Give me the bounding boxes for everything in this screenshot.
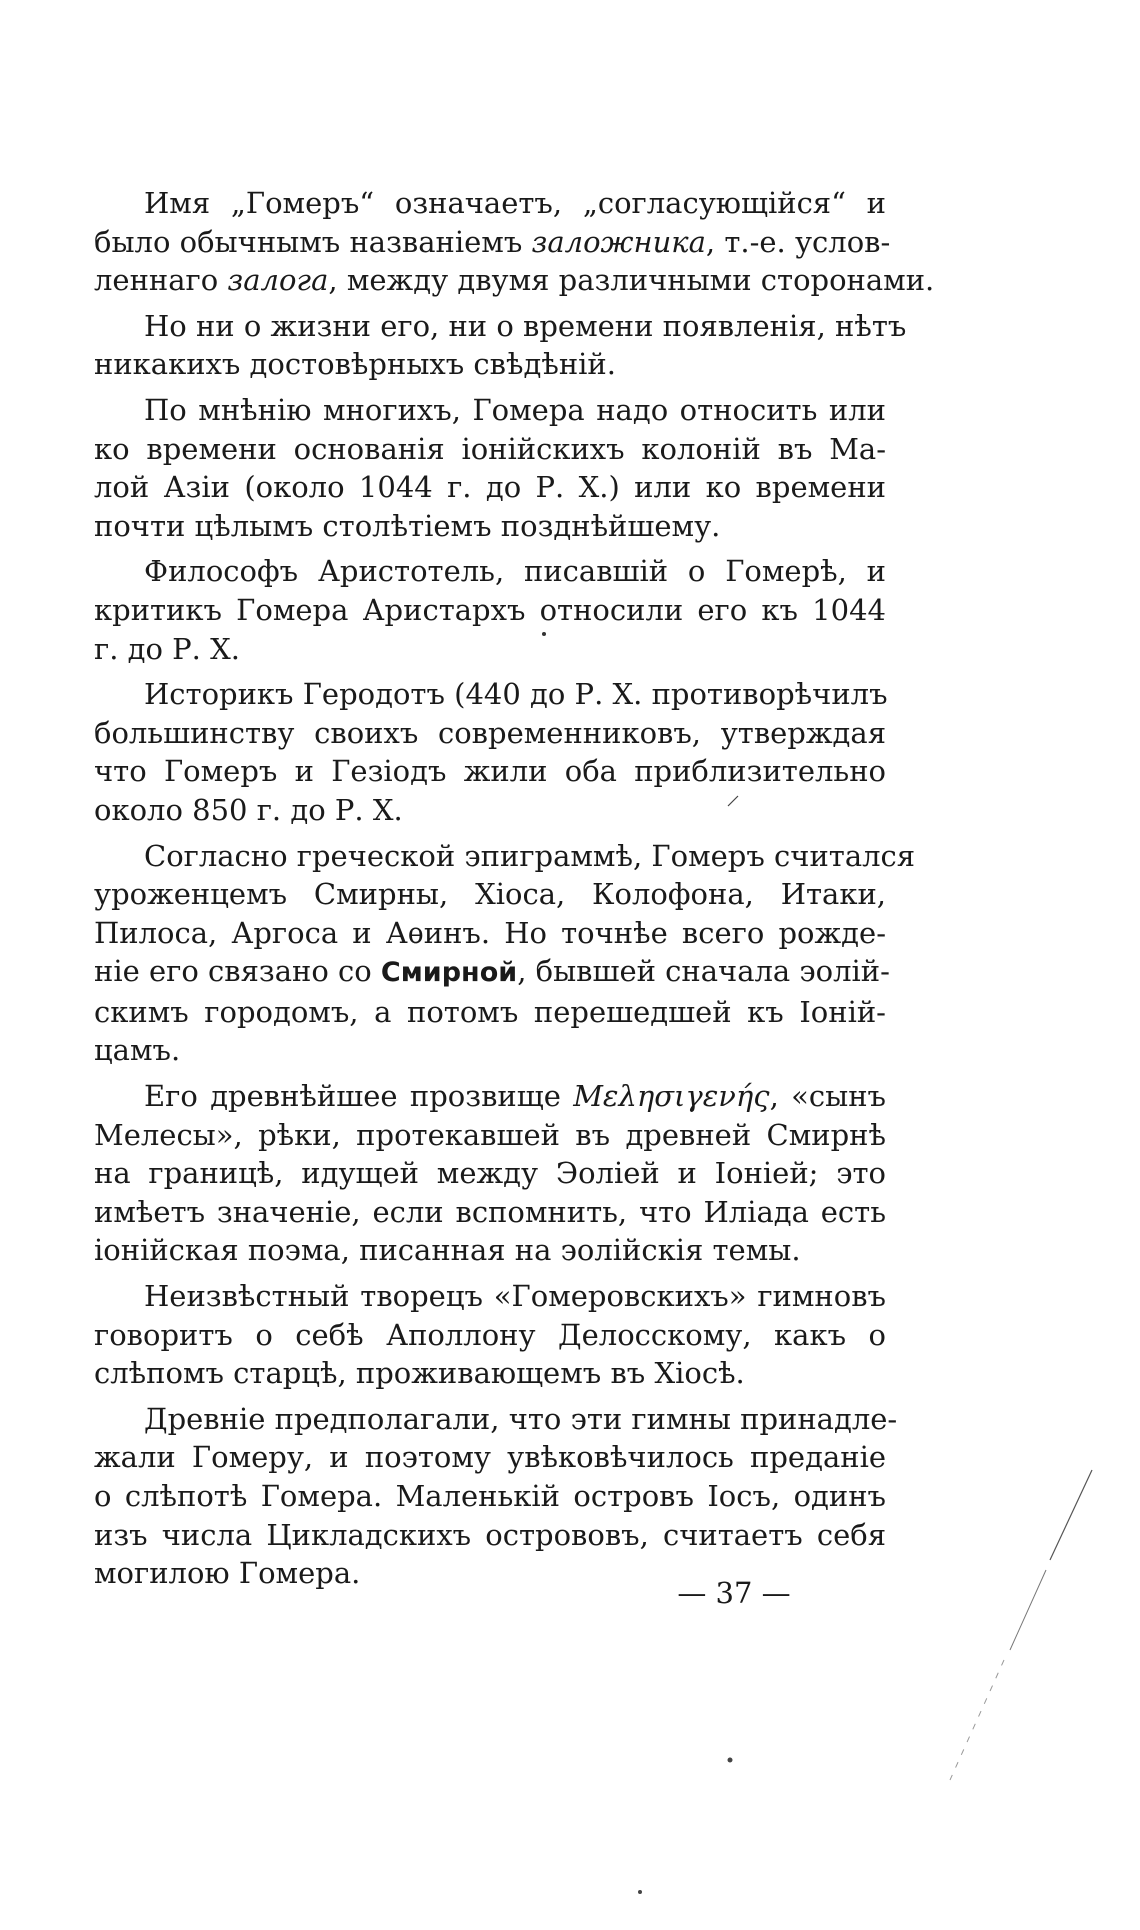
text-line: ко времени основанія іонійскихъ колоній въ Ма- xyxy=(94,431,886,466)
text-line: Неизвѣстный творецъ «Гомеровскихъ» гимновъ xyxy=(144,1279,886,1314)
scan-line xyxy=(1010,1570,1046,1650)
scan-dot xyxy=(728,1758,733,1763)
text-line: Но ни о жизни его, ни о времени появленія, нѣтъ xyxy=(144,308,907,343)
text-line: Пилоса, Аргоса и Аѳинъ. Но точнѣе всего рожде- xyxy=(94,915,886,950)
text-line: По мнѣнію многихъ, Гомера надо относить или xyxy=(144,392,886,427)
text-run: , между двумя различными сторонами. xyxy=(328,263,935,298)
text-line: слѣпомъ старцѣ, проживающемъ въ Хіосѣ. xyxy=(94,1356,745,1391)
text-line: Историкъ Геродотъ (440 до Р. X. противорѣчилъ xyxy=(144,677,888,712)
text-run: Его древнѣйшее прозвище xyxy=(144,1079,574,1114)
text-line: почти цѣлымъ столѣтіемъ позднѣйшему. xyxy=(94,508,721,543)
text-line: Имя „Гомеръ“ означаетъ, „согласующійся“ и xyxy=(144,186,886,220)
text-run: леннаго xyxy=(94,263,228,298)
text-line: лой Азіи (около 1044 г. до Р. X.) или ко времени xyxy=(94,470,886,505)
text-line: на границѣ, идущей между Эоліей и Іоніей; это xyxy=(94,1156,886,1191)
text-run: было обычнымъ названіемъ xyxy=(94,224,532,259)
text-line: Древніе предполагали, что эти гимны принадле- xyxy=(144,1401,898,1436)
scan-line xyxy=(950,1660,1004,1780)
text-run: , т.-е. услов- xyxy=(705,224,891,259)
text-line: могилою Гомера. xyxy=(94,1556,361,1591)
greek-word: Μελησιγενής xyxy=(573,1079,770,1114)
page-number: — 37 — xyxy=(677,1576,791,1610)
text-line: большинству своихъ современниковъ, утверждая xyxy=(94,715,886,750)
text-line: что Гомеръ и Гезіодъ жили оба приблизительно xyxy=(94,754,886,789)
text-line: цамъ. xyxy=(94,1033,181,1068)
text-line: іонійская поэма, писанная на эолійскія темы. xyxy=(94,1233,801,1268)
text-run: , бывшей сначала эолій- xyxy=(517,954,890,989)
text-line: изъ числа Цикладскихъ острововъ, считаетъ себя xyxy=(94,1517,886,1552)
text-line: никакихъ достовѣрныхъ свѣдѣній. xyxy=(94,347,616,382)
text-run: , «сынъ xyxy=(769,1079,886,1114)
italic-word: залога xyxy=(227,263,329,298)
italic-word: заложника xyxy=(531,224,706,259)
text-line: Философъ Аристотель, писавшій о Гомерѣ, и xyxy=(144,554,886,589)
text-line: говоритъ о себѣ Аполлону Делосскому, какъ о xyxy=(94,1317,886,1352)
scan-line xyxy=(1050,1470,1092,1560)
text-line: жали Гомеру, и поэтому увѣковѣчилось преданіе xyxy=(94,1440,886,1475)
scan-dot xyxy=(542,632,546,636)
scan-dot xyxy=(638,1890,642,1894)
text-line: г. до Р. X. xyxy=(94,631,240,666)
text-line: около 850 г. до Р. X. xyxy=(94,792,403,827)
bold-word: Смирной xyxy=(380,957,518,989)
text-line: уроженцемъ Смирны, Хіоса, Колофона, Итаки, xyxy=(94,877,886,912)
text-run: ніе его связано со xyxy=(94,954,381,989)
text-line: Мелесы», рѣки, протекавшей въ древней Смирнѣ xyxy=(94,1117,886,1152)
text-line: скимъ городомъ, а потомъ перешедшей къ Іоній- xyxy=(94,994,886,1029)
scan-mark xyxy=(728,796,738,806)
text-line: критикъ Гомера Аристархъ относили его къ 1044 xyxy=(94,592,886,627)
text-line: Согласно греческой эпиграммѣ, Гомеръ считался xyxy=(144,838,916,873)
text-line: о слѣпотѣ Гомера. Маленькій островъ Іосъ, одинъ xyxy=(94,1479,886,1513)
text-line: имѣетъ значеніе, если вспомнить, что Иліада есть xyxy=(94,1194,886,1229)
